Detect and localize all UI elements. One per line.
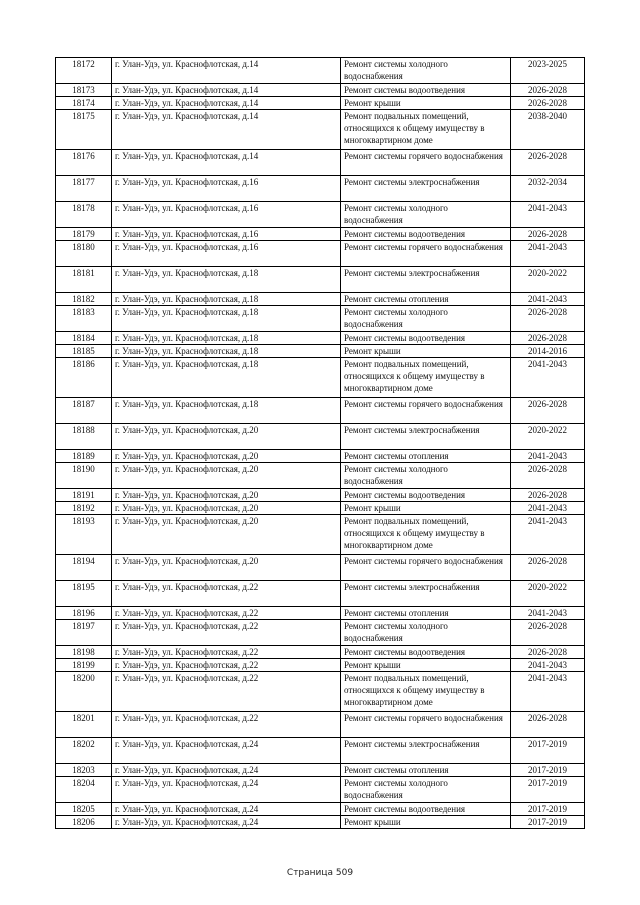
- row-period: 2017-2019: [511, 777, 585, 803]
- table-row: [56, 228, 585, 241]
- row-period: 2026-2028: [511, 646, 585, 659]
- row-work-type: Ремонт системы электроснабжения: [341, 176, 511, 202]
- row-work-type: Ремонт системы холодного водоснабжения: [341, 620, 511, 646]
- row-number: 18200: [56, 672, 112, 712]
- row-work-type: Ремонт системы горячего водоснабжения: [341, 555, 511, 581]
- row-address: г. Улан-Удэ, ул. Краснофлотская, д.16: [112, 202, 341, 228]
- row-period: 2041-2043: [511, 502, 585, 515]
- row-period: 2026-2028: [511, 555, 585, 581]
- row-address: г. Улан-Удэ, ул. Краснофлотская, д.20: [112, 424, 341, 450]
- row-period: 2020-2022: [511, 267, 585, 293]
- row-work-type: Ремонт системы отопления: [341, 293, 511, 306]
- row-period: 2026-2028: [511, 306, 585, 332]
- row-period: 2026-2028: [511, 463, 585, 489]
- row-number: 18182: [56, 293, 112, 306]
- row-period: 2026-2028: [511, 620, 585, 646]
- row-number: 18174: [56, 97, 112, 110]
- row-period: 2041-2043: [511, 659, 585, 672]
- row-number: 18205: [56, 803, 112, 816]
- row-work-type: Ремонт системы водоотведения: [341, 84, 511, 97]
- row-address: г. Улан-Удэ, ул. Краснофлотская, д.18: [112, 332, 341, 345]
- row-address: г. Улан-Удэ, ул. Краснофлотская, д.24: [112, 803, 341, 816]
- page-number: Страница 509: [286, 868, 354, 878]
- table-row: [56, 515, 585, 555]
- row-work-type: Ремонт крыши: [341, 502, 511, 515]
- row-number: 18172: [56, 58, 112, 84]
- table-row: [56, 816, 585, 829]
- row-work-type: Ремонт системы горячего водоснабжения: [341, 241, 511, 267]
- table-row: [56, 345, 585, 358]
- row-work-type: Ремонт подвальных помещений, относящихся к общему имуществу в многоквартирном доме: [341, 358, 511, 398]
- row-address: г. Улан-Удэ, ул. Краснофлотская, д.22: [112, 620, 341, 646]
- table-row: [56, 84, 585, 97]
- row-work-type: Ремонт подвальных помещений, относящихся к общему имуществу в многоквартирном доме: [341, 672, 511, 712]
- row-number: 18203: [56, 764, 112, 777]
- row-number: 18195: [56, 581, 112, 607]
- row-work-type: Ремонт системы горячего водоснабжения: [341, 150, 511, 176]
- row-address: г. Улан-Удэ, ул. Краснофлотская, д.24: [112, 777, 341, 803]
- row-number: 18194: [56, 555, 112, 581]
- row-work-type: Ремонт системы электроснабжения: [341, 267, 511, 293]
- row-number: 18183: [56, 306, 112, 332]
- table-row: [56, 241, 585, 267]
- row-number: 18188: [56, 424, 112, 450]
- row-address: г. Улан-Удэ, ул. Краснофлотская, д.14: [112, 97, 341, 110]
- row-period: 2041-2043: [511, 241, 585, 267]
- row-number: 18201: [56, 712, 112, 738]
- row-address: г. Улан-Удэ, ул. Краснофлотская, д.16: [112, 176, 341, 202]
- table-row: [56, 463, 585, 489]
- row-number: 18190: [56, 463, 112, 489]
- row-period: 2038-2040: [511, 110, 585, 150]
- row-period: 2026-2028: [511, 398, 585, 424]
- row-address: г. Улан-Удэ, ул. Краснофлотская, д.22: [112, 607, 341, 620]
- row-number: 18192: [56, 502, 112, 515]
- table-row: [56, 489, 585, 502]
- row-period: 2041-2043: [511, 358, 585, 398]
- row-address: г. Улан-Удэ, ул. Краснофлотская, д.22: [112, 581, 341, 607]
- table-row: [56, 764, 585, 777]
- row-work-type: Ремонт системы холодного водоснабжения: [341, 463, 511, 489]
- row-work-type: Ремонт системы отопления: [341, 607, 511, 620]
- table-row: [56, 332, 585, 345]
- row-work-type: Ремонт системы водоотведения: [341, 646, 511, 659]
- row-period: 2026-2028: [511, 332, 585, 345]
- row-address: г. Улан-Удэ, ул. Краснофлотская, д.20: [112, 555, 341, 581]
- row-number: 18177: [56, 176, 112, 202]
- row-address: г. Улан-Удэ, ул. Краснофлотская, д.20: [112, 515, 341, 555]
- table-row: [56, 293, 585, 306]
- table-row: [56, 176, 585, 202]
- row-number: 18187: [56, 398, 112, 424]
- row-number: 18198: [56, 646, 112, 659]
- row-period: 2026-2028: [511, 97, 585, 110]
- table-row: [56, 581, 585, 607]
- row-work-type: Ремонт системы холодного водоснабжения: [341, 777, 511, 803]
- row-address: г. Улан-Удэ, ул. Краснофлотская, д.18: [112, 345, 341, 358]
- row-period: 2020-2022: [511, 424, 585, 450]
- row-number: 18178: [56, 202, 112, 228]
- row-number: 18196: [56, 607, 112, 620]
- row-work-type: Ремонт системы водоотведения: [341, 489, 511, 502]
- row-number: 18173: [56, 84, 112, 97]
- row-address: г. Улан-Удэ, ул. Краснофлотская, д.18: [112, 398, 341, 424]
- row-address: г. Улан-Удэ, ул. Краснофлотская, д.18: [112, 306, 341, 332]
- row-period: 2032-2034: [511, 176, 585, 202]
- row-work-type: Ремонт системы холодного водоснабжения: [341, 306, 511, 332]
- table-row: [56, 97, 585, 110]
- row-address: г. Улан-Удэ, ул. Краснофлотская, д.22: [112, 712, 341, 738]
- table-row: [56, 450, 585, 463]
- row-period: 2041-2043: [511, 450, 585, 463]
- table-row: [56, 555, 585, 581]
- row-work-type: Ремонт системы горячего водоснабжения: [341, 398, 511, 424]
- row-number: 18189: [56, 450, 112, 463]
- row-period: 2026-2028: [511, 489, 585, 502]
- table-row: [56, 712, 585, 738]
- row-address: г. Улан-Удэ, ул. Краснофлотская, д.24: [112, 816, 341, 829]
- row-work-type: Ремонт крыши: [341, 345, 511, 358]
- row-work-type: Ремонт подвальных помещений, относящихся к общему имуществу в многоквартирном доме: [341, 110, 511, 150]
- row-period: 2026-2028: [511, 84, 585, 97]
- table-row: [56, 659, 585, 672]
- table-row: [56, 202, 585, 228]
- row-number: 18184: [56, 332, 112, 345]
- table-row: [56, 58, 585, 84]
- row-address: г. Улан-Удэ, ул. Краснофлотская, д.14: [112, 58, 341, 84]
- row-work-type: Ремонт системы горячего водоснабжения: [341, 712, 511, 738]
- row-work-type: Ремонт системы отопления: [341, 450, 511, 463]
- row-address: г. Улан-Удэ, ул. Краснофлотская, д.20: [112, 502, 341, 515]
- row-number: 18186: [56, 358, 112, 398]
- table-row: [56, 150, 585, 176]
- row-address: г. Улан-Удэ, ул. Краснофлотская, д.20: [112, 450, 341, 463]
- row-work-type: Ремонт крыши: [341, 659, 511, 672]
- row-address: г. Улан-Удэ, ул. Краснофлотская, д.16: [112, 228, 341, 241]
- row-address: г. Улан-Удэ, ул. Краснофлотская, д.22: [112, 646, 341, 659]
- row-period: 2014-2016: [511, 345, 585, 358]
- row-work-type: Ремонт системы холодного водоснабжения: [341, 58, 511, 84]
- row-period: 2026-2028: [511, 228, 585, 241]
- row-address: г. Улан-Удэ, ул. Краснофлотская, д.22: [112, 672, 341, 712]
- row-period: 2041-2043: [511, 202, 585, 228]
- row-period: 2026-2028: [511, 712, 585, 738]
- row-period: 2020-2022: [511, 581, 585, 607]
- row-work-type: Ремонт системы электроснабжения: [341, 581, 511, 607]
- row-number: 18191: [56, 489, 112, 502]
- table-row: [56, 672, 585, 712]
- row-work-type: Ремонт крыши: [341, 97, 511, 110]
- row-number: 18176: [56, 150, 112, 176]
- table-row: [56, 738, 585, 764]
- row-work-type: Ремонт системы водоотведения: [341, 332, 511, 345]
- row-number: 18197: [56, 620, 112, 646]
- table-row: [56, 358, 585, 398]
- row-period: 2026-2028: [511, 150, 585, 176]
- table-row: [56, 803, 585, 816]
- row-address: г. Улан-Удэ, ул. Краснофлотская, д.18: [112, 293, 341, 306]
- row-work-type: Ремонт системы отопления: [341, 764, 511, 777]
- row-period: 2041-2043: [511, 607, 585, 620]
- row-address: г. Улан-Удэ, ул. Краснофлотская, д.18: [112, 267, 341, 293]
- row-address: г. Улан-Удэ, ул. Краснофлотская, д.24: [112, 764, 341, 777]
- table-row: [56, 306, 585, 332]
- table-row: [56, 267, 585, 293]
- row-number: 18193: [56, 515, 112, 555]
- row-address: г. Улан-Удэ, ул. Краснофлотская, д.14: [112, 150, 341, 176]
- table-row: [56, 398, 585, 424]
- row-number: 18179: [56, 228, 112, 241]
- row-period: 2017-2019: [511, 816, 585, 829]
- row-period: 2041-2043: [511, 672, 585, 712]
- table-row: [56, 502, 585, 515]
- row-number: 18206: [56, 816, 112, 829]
- row-period: 2041-2043: [511, 515, 585, 555]
- row-address: г. Улан-Удэ, ул. Краснофлотская, д.16: [112, 241, 341, 267]
- row-number: 18199: [56, 659, 112, 672]
- row-number: 18202: [56, 738, 112, 764]
- table-row: [56, 607, 585, 620]
- row-address: г. Улан-Удэ, ул. Краснофлотская, д.22: [112, 659, 341, 672]
- row-period: 2017-2019: [511, 803, 585, 816]
- row-period: 2017-2019: [511, 764, 585, 777]
- table-row: [56, 424, 585, 450]
- row-work-type: Ремонт системы электроснабжения: [341, 424, 511, 450]
- row-period: 2023-2025: [511, 58, 585, 84]
- row-number: 18181: [56, 267, 112, 293]
- row-work-type: Ремонт системы электроснабжения: [341, 738, 511, 764]
- row-address: г. Улан-Удэ, ул. Краснофлотская, д.20: [112, 463, 341, 489]
- row-address: г. Улан-Удэ, ул. Краснофлотская, д.24: [112, 738, 341, 764]
- table-row: [56, 110, 585, 150]
- row-address: г. Улан-Удэ, ул. Краснофлотская, д.20: [112, 489, 341, 502]
- row-address: г. Улан-Удэ, ул. Краснофлотская, д.14: [112, 84, 341, 97]
- row-address: г. Улан-Удэ, ул. Краснофлотская, д.14: [112, 110, 341, 150]
- row-address: г. Улан-Удэ, ул. Краснофлотская, д.18: [112, 358, 341, 398]
- table-row: [56, 646, 585, 659]
- row-work-type: Ремонт крыши: [341, 816, 511, 829]
- row-number: 18180: [56, 241, 112, 267]
- row-number: 18204: [56, 777, 112, 803]
- row-work-type: Ремонт системы водоотведения: [341, 228, 511, 241]
- row-number: 18185: [56, 345, 112, 358]
- table-row: [56, 620, 585, 646]
- row-period: 2017-2019: [511, 738, 585, 764]
- row-work-type: Ремонт системы водоотведения: [341, 803, 511, 816]
- row-period: 2041-2043: [511, 293, 585, 306]
- table-row: [56, 777, 585, 803]
- table-body: [56, 58, 585, 829]
- works-table: [55, 57, 585, 829]
- row-work-type: Ремонт системы холодного водоснабжения: [341, 202, 511, 228]
- row-number: 18175: [56, 110, 112, 150]
- row-work-type: Ремонт подвальных помещений, относящихся к общему имуществу в многоквартирном доме: [341, 515, 511, 555]
